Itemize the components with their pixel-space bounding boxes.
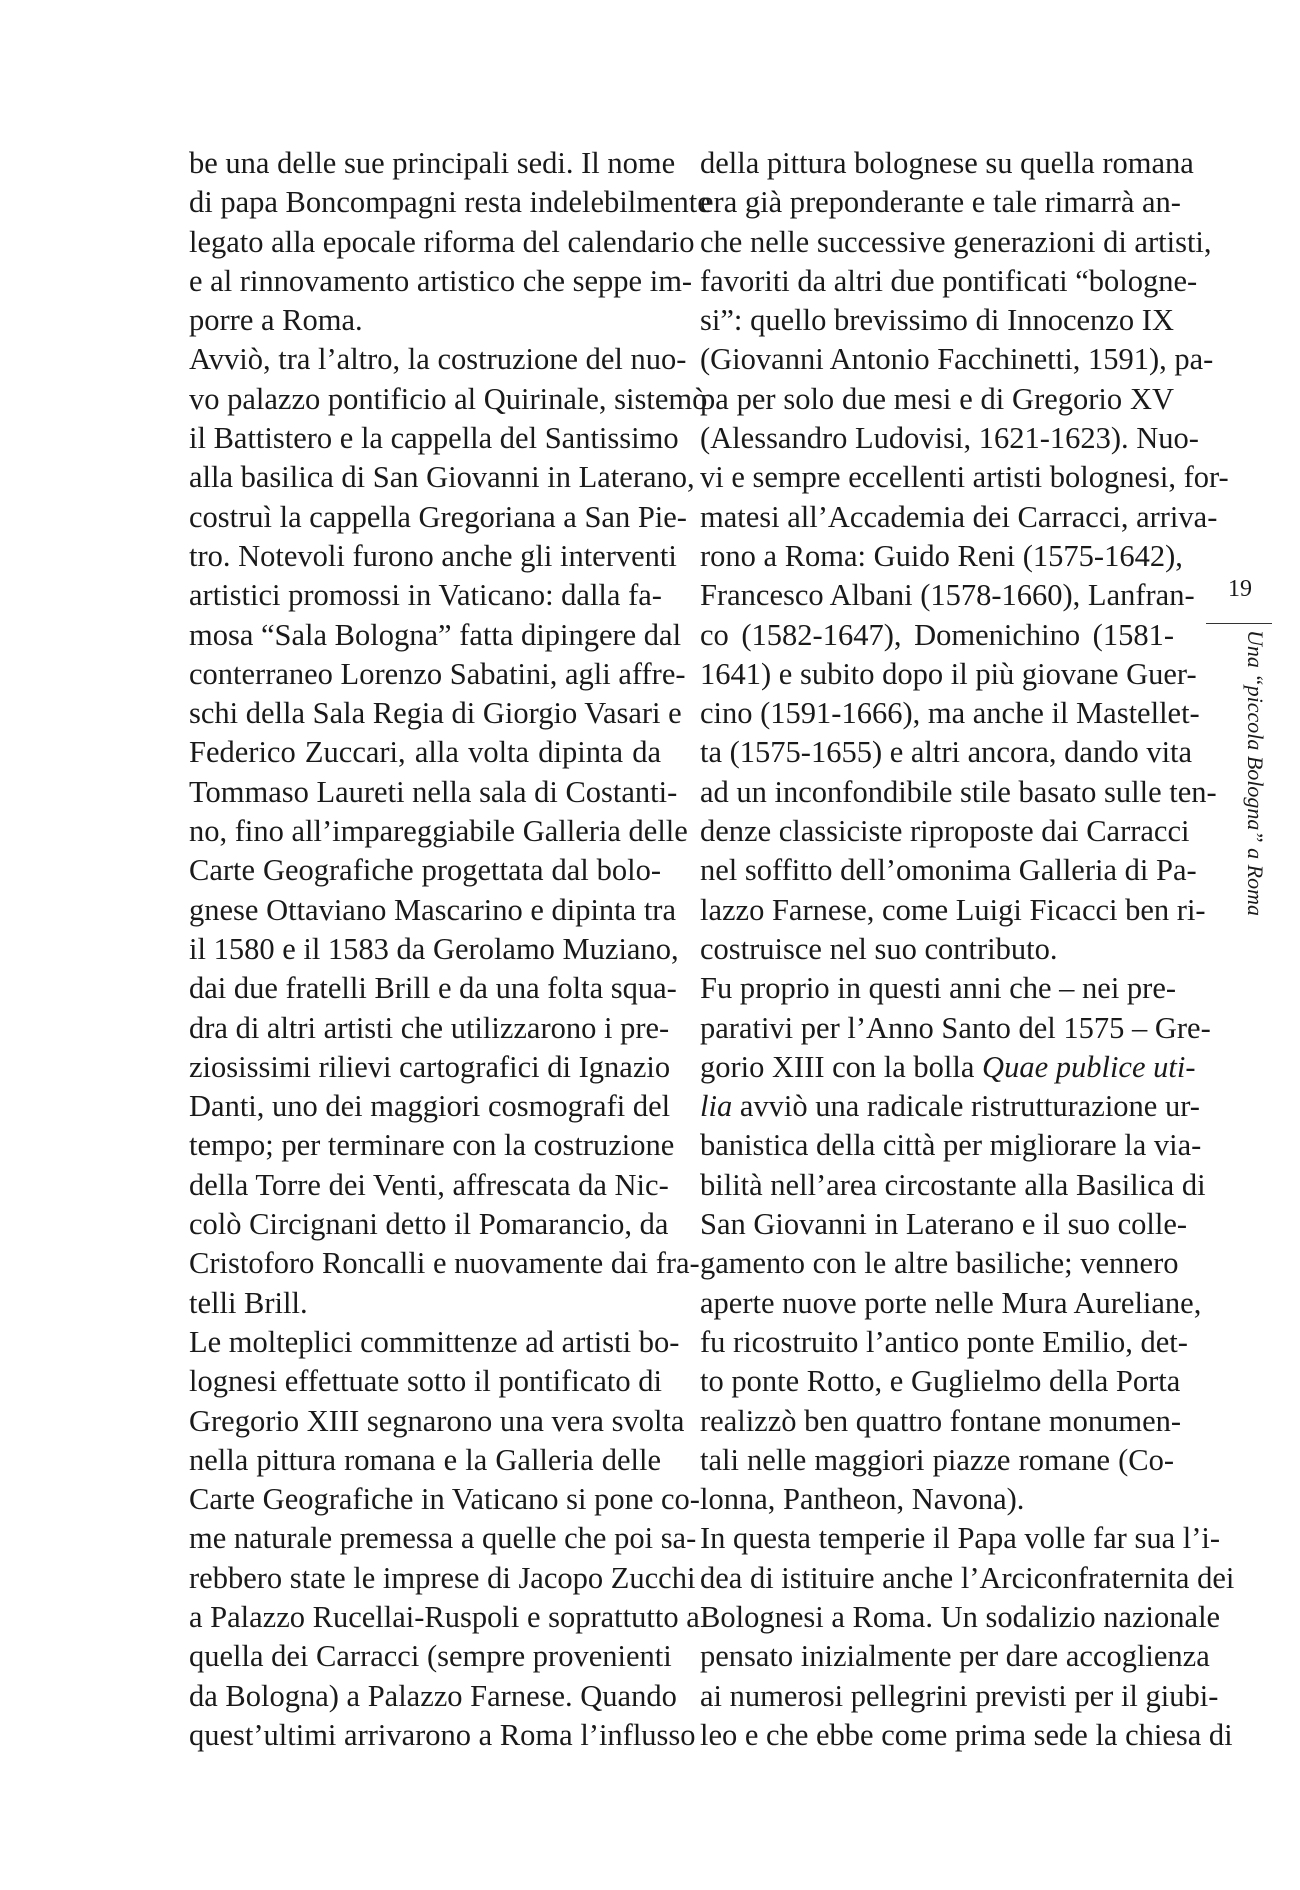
text-line: no, fino all’impareggiabile Galleria delle	[189, 814, 688, 849]
text-line: In questa temperie il Papa volle far sua l’i-	[700, 1521, 1221, 1556]
text-line: nel soffitto dell’omonima Galleria di Pa-	[700, 853, 1197, 888]
text-line: artistici promossi in Vaticano: dalla fa-	[189, 578, 662, 613]
margin-rule	[1206, 623, 1272, 624]
text-run: gorio XIII con la bolla	[700, 1049, 983, 1084]
text-line	[700, 1048, 1196, 1087]
text-line: banistica della città per migliorare la via-	[700, 1128, 1202, 1163]
text-line: 1641) e subito dopo il più giovane Guer-	[700, 656, 1197, 691]
text-line: matesi all’Accademia dei Carracci, arriva-	[700, 499, 1218, 534]
text-line: parativi per l’Anno Santo del 1575 – Gre-	[700, 1010, 1211, 1045]
text-line: Danti, uno dei maggiori cosmografi del	[189, 1089, 671, 1124]
text-line: tempo; per terminare con la costruzione	[189, 1128, 675, 1163]
text-line: dai due fratelli Brill e da una folta squa-	[189, 971, 677, 1006]
text-line: costruì la cappella Gregoriana a San Pie-	[189, 499, 687, 534]
italic-title: lia	[700, 1089, 733, 1124]
text-line: Cristoforo Roncalli e nuovamente dai fra-	[189, 1246, 700, 1281]
text-run: avviò una radicale ristrutturazione ur-	[732, 1089, 1200, 1124]
text-line: (Giovanni Antonio Facchinetti, 1591), pa-	[700, 342, 1214, 377]
text-line: be una delle sue principali sedi. Il nome	[189, 146, 676, 180]
text-line: era già preponderante e tale rimarrà an-	[700, 185, 1181, 220]
text-line: lognesi effettuate sotto il pontificato di	[189, 1364, 662, 1399]
text-line: porre a Roma.	[189, 303, 363, 338]
text-line: telli Brill.	[189, 1285, 308, 1320]
text-line: pensato inizialmente per dare accoglienza	[700, 1639, 1210, 1674]
text-line: cino (1591-1666), ma anche il Mastellet-	[700, 696, 1200, 731]
text-line: Le molteplici committenze ad artisti bo-	[189, 1324, 680, 1359]
text-line: rono a Roma: Guido Reni (1575-1642),	[700, 538, 1183, 573]
text-line: ad un inconfondibile stile basato sulle ten-	[700, 774, 1217, 809]
left-text-column	[189, 144, 711, 1755]
text-line: (Alessandro Ludovisi, 1621-1623). Nuo-	[700, 421, 1199, 456]
text-line: e al rinnovamento artistico che seppe im-	[189, 263, 693, 298]
text-line: da Bologna) a Palazzo Farnese. Quando	[189, 1678, 677, 1713]
text-line: della Torre dei Venti, affrescata da Nic-	[189, 1167, 669, 1202]
text-line: lonna, Pantheon, Navona).	[700, 1482, 1025, 1517]
text-line: alla basilica di San Giovanni in Laterano,	[189, 460, 695, 495]
text-line: il Battistero e la cappella del Santissimo	[189, 421, 679, 456]
text-line: pa per solo due mesi e di Gregorio XV	[700, 381, 1174, 416]
text-line: San Giovanni in Laterano e il suo colle-	[700, 1207, 1188, 1242]
text-line: Carte Geografiche progettata dal bolo-	[189, 853, 661, 888]
text-line: gamento con le altre basiliche; vennero	[700, 1246, 1179, 1281]
right-text-column	[700, 144, 1235, 1755]
text-line: to ponte Rotto, e Guglielmo della Porta	[700, 1364, 1181, 1399]
text-line	[700, 1087, 1200, 1126]
text-line: Gregorio XIII segnarono una vera svolta	[189, 1403, 685, 1438]
text-line: costruisce nel suo contributo.	[700, 931, 1058, 966]
text-line: denze classiciste riproposte dai Carracci	[700, 814, 1190, 849]
text-line: favoriti da altri due pontificati “bologne-	[700, 263, 1198, 298]
italic-title: Quae publice uti-	[982, 1049, 1196, 1084]
text-line: quella dei Carracci (sempre provenienti	[189, 1639, 672, 1674]
text-line: me naturale premessa a quelle che poi sa-	[189, 1521, 697, 1556]
text-line: vi e sempre eccellenti artisti bolognesi, for-	[700, 460, 1229, 495]
text-line: nella pittura romana e la Galleria delle	[189, 1442, 661, 1477]
text-line: Carte Geografiche in Vaticano si pone co-	[189, 1482, 700, 1517]
text-line: leo e che ebbe come prima sede la chiesa di	[700, 1717, 1233, 1752]
text-line: della pittura bolognese su quella romana	[700, 146, 1194, 180]
text-line: Bolognesi a Roma. Un sodalizio nazionale	[700, 1599, 1221, 1634]
page-number: 19	[1228, 576, 1252, 602]
text-line: ta (1575-1655) e altri ancora, dando vita	[700, 735, 1193, 770]
text-line: vo palazzo pontificio al Quirinale, sistemò	[189, 381, 708, 416]
running-head: Una “piccola Bologna” a Roma	[1243, 630, 1268, 916]
text-line: il 1580 e il 1583 da Gerolamo Muziano,	[189, 931, 679, 966]
text-line: Francesco Albani (1578-1660), Lanfran-	[700, 578, 1195, 613]
text-line: dea di istituire anche l’Arciconfraternita dei	[700, 1560, 1235, 1595]
text-line: dra di altri artisti che utilizzarono i pre-	[189, 1010, 670, 1045]
text-line: gnese Ottaviano Mascarino e dipinta tra	[189, 892, 676, 927]
text-line: rebbero state le imprese di Jacopo Zucchi	[189, 1560, 696, 1595]
text-line: fu ricostruito l’antico ponte Emilio, det-	[700, 1324, 1188, 1359]
text-line: Federico Zuccari, alla volta dipinta da	[189, 735, 661, 770]
text-line: tro. Notevoli furono anche gli interventi	[189, 538, 677, 573]
text-line: a Palazzo Rucellai-Ruspoli e soprattutto a	[189, 1599, 700, 1634]
text-line: realizzò ben quattro fontane monumen-	[700, 1403, 1182, 1438]
text-line: schi della Sala Regia di Giorgio Vasari e	[189, 696, 682, 731]
text-line: Avviò, tra l’altro, la costruzione del nuo-	[189, 342, 687, 377]
text-line: co (1582-1647), Domenichino (1581-	[700, 617, 1174, 652]
text-line: si”: quello brevissimo di Innocenzo IX	[700, 303, 1174, 338]
text-line: legato alla epocale riforma del calendario	[189, 224, 695, 259]
text-line: colò Circignani detto il Pomarancio, da	[189, 1207, 669, 1242]
text-line: di papa Boncompagni resta indelebilmente	[189, 185, 711, 220]
text-line: lazzo Farnese, come Luigi Ficacci ben ri-	[700, 892, 1206, 927]
text-line: mosa “Sala Bologna” fatta dipingere dal	[189, 617, 682, 652]
text-line: tali nelle maggiori piazze romane (Co-	[700, 1442, 1174, 1477]
text-line: quest’ultimi arrivarono a Roma l’influsso	[189, 1717, 696, 1752]
text-line: che nelle successive generazioni di artisti,	[700, 224, 1212, 259]
text-line: Tommaso Laureti nella sala di Costanti-	[189, 774, 678, 809]
text-line: ai numerosi pellegrini previsti per il giubi-	[700, 1678, 1219, 1713]
text-line: Fu proprio in questi anni che – nei pre-	[700, 971, 1177, 1006]
text-line: ziosissimi rilievi cartografici di Ignazio	[189, 1049, 671, 1084]
text-line: aperte nuove porte nelle Mura Aureliane,	[700, 1285, 1202, 1320]
text-line: bilità nell’area circostante alla Basilica di	[700, 1167, 1206, 1202]
text-line: conterraneo Lorenzo Sabatini, agli affre-	[189, 656, 686, 691]
